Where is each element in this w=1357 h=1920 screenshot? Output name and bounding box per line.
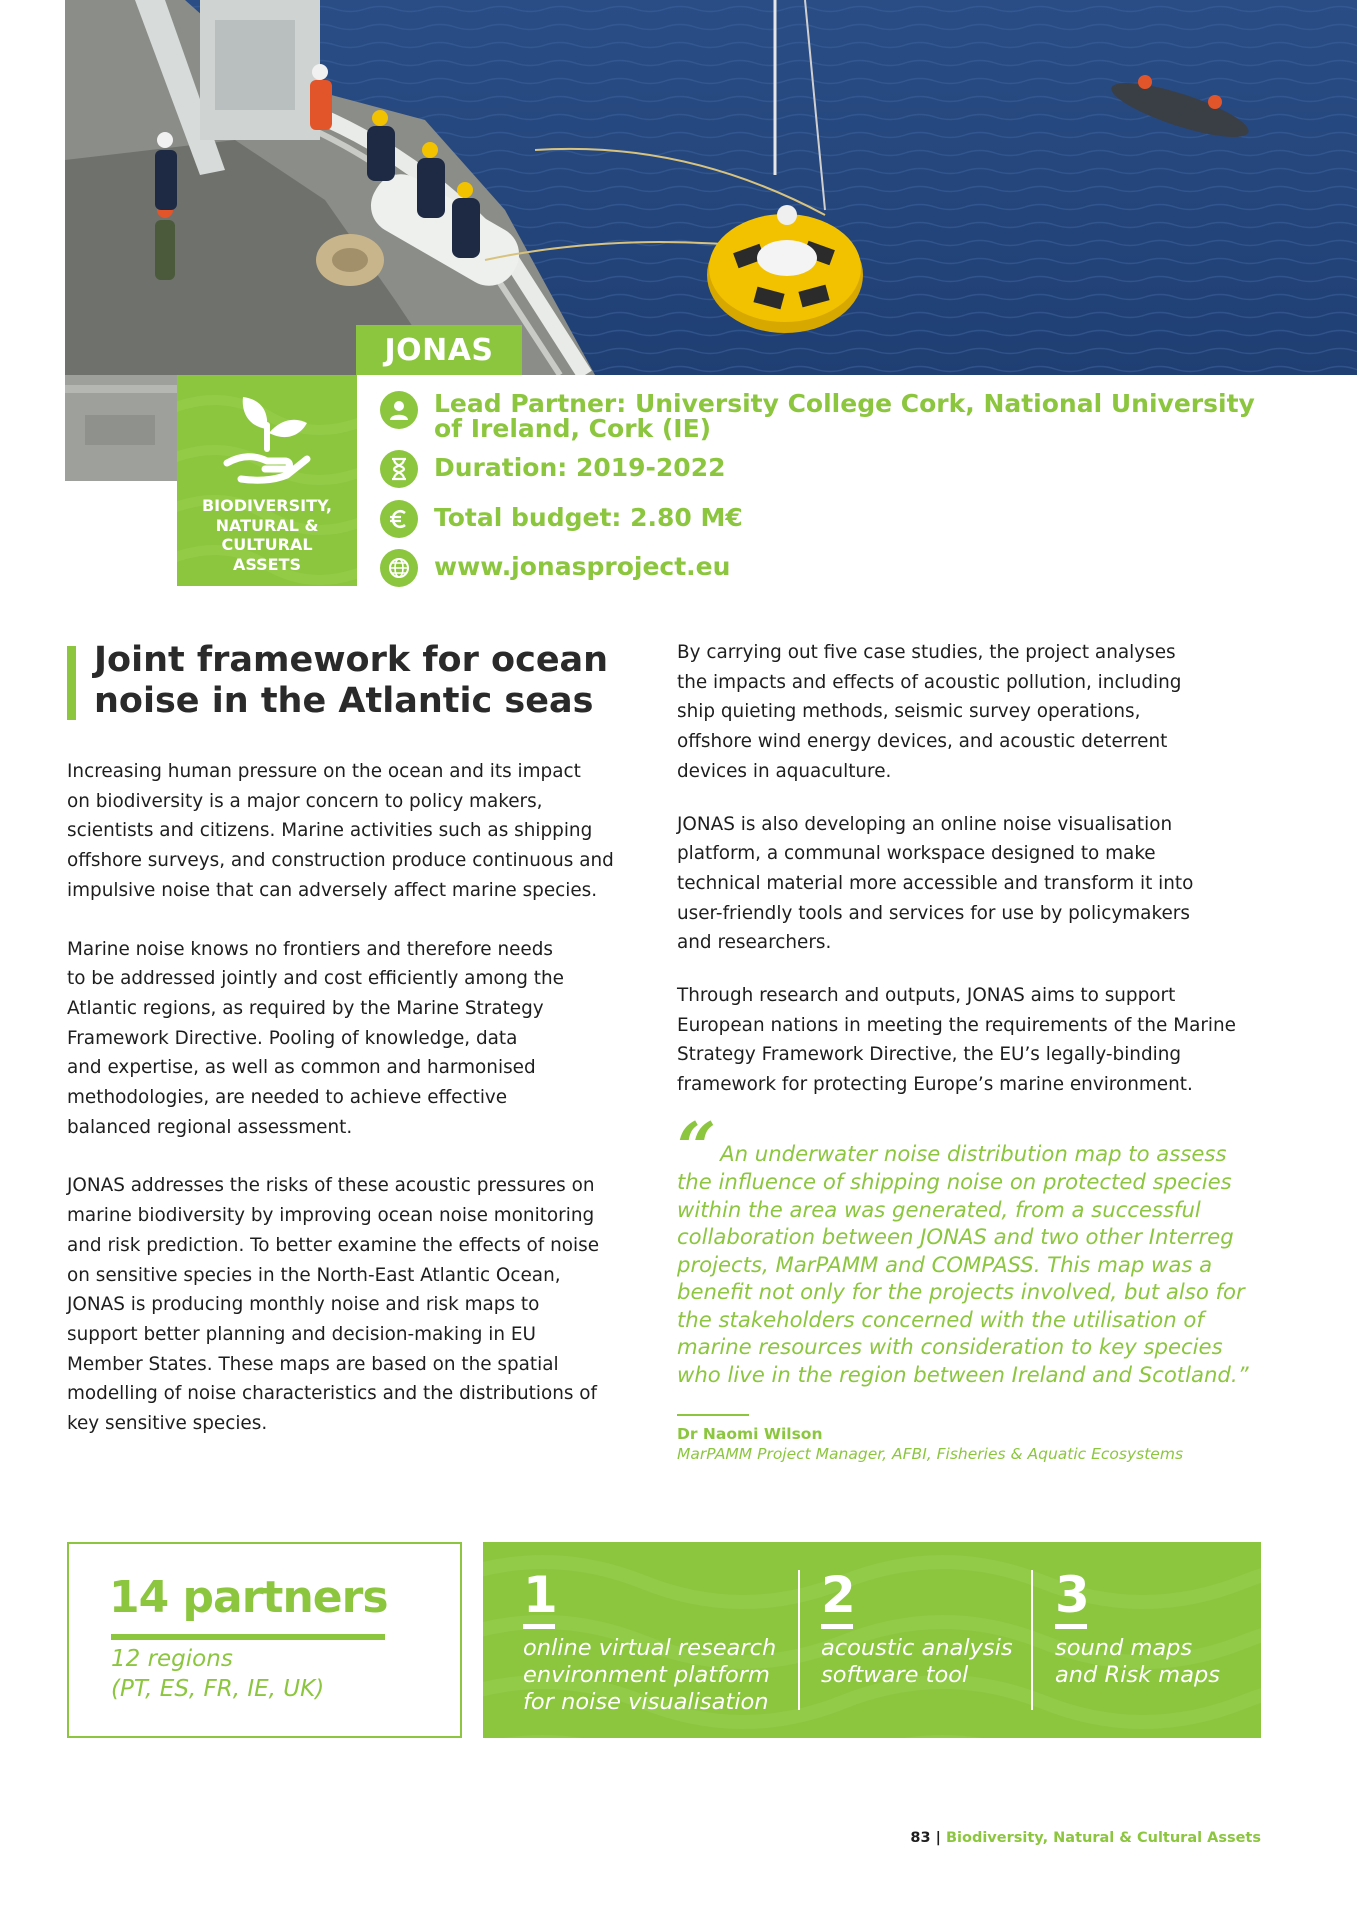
partners-underline (111, 1634, 385, 1640)
paragraph: JONAS is also developing an online noise visualisation platform, a communal workspace designed to make technical material more accessible and transform it into user-friendly tools and services for use by policymakers and researchers. (677, 813, 1194, 954)
footer-section-title: Biodiversity, Natural & Cultural Assets (945, 1830, 1261, 1846)
output-divider (798, 1570, 800, 1710)
quote-author-role: MarPAMM Project Manager, AFBI, Fisheries & Aquatic Ecosystems (677, 1445, 1184, 1463)
person-icon (380, 391, 418, 429)
output-underline (1055, 1624, 1087, 1629)
article-left-column (67, 757, 657, 1439)
paragraph: Through research and outputs, JONAS aims to support European nations in meeting the requirements of the Marine Strategy Framework Directive, the EU’s legally-binding framework for protecting Europe’s marine environment. (677, 985, 1236, 1096)
duration-row (380, 450, 725, 488)
hand-plant-icon (221, 389, 313, 489)
output-divider (1031, 1570, 1033, 1710)
output-description: acoustic analysis software tool (821, 1635, 1013, 1688)
partners-count: 14 partners (109, 1572, 388, 1623)
hourglass-icon (380, 450, 418, 488)
output-underline (821, 1624, 853, 1629)
page-footer (910, 1830, 1261, 1846)
output-number: 2 (821, 1566, 856, 1624)
quote-divider (677, 1414, 749, 1416)
article-right-column (677, 638, 1277, 1100)
globe-icon (380, 549, 418, 587)
website-row (380, 549, 730, 587)
category-label: BIODIVERSITY, NATURAL & CULTURAL ASSETS (201, 496, 333, 574)
hero-photo (65, 0, 1357, 375)
heading-accent-bar (67, 646, 76, 720)
output-number: 3 (1055, 1566, 1090, 1624)
budget-text: Total budget: 2.80 M€ (434, 503, 743, 532)
output-stat-2 (821, 1568, 1013, 1689)
project-name-tag: JONAS (356, 325, 522, 375)
article-title: Joint framework for ocean noise in the Atlantic seas (94, 640, 609, 721)
paragraph: By carrying out five case studies, the project analyses the impacts and effects of acoustic pollution, including ship quieting methods, seismic survey operations, offshore wind energy devices, and acoustic deterrent devices in aquaculture. (677, 642, 1182, 782)
quote-mark-icon: “ (677, 1108, 717, 1188)
output-stat-1 (523, 1568, 776, 1716)
outputs-stat-box (483, 1542, 1261, 1738)
partners-stat-box (67, 1542, 462, 1738)
footer-separator: | (935, 1830, 941, 1846)
output-description: sound maps and Risk maps (1055, 1635, 1220, 1688)
paragraph: Marine noise knows no frontiers and therefore needs to be addressed jointly and cost efficiently among the Atlantic regions, as required by the Marine Strategy Framework Directive. Pooling of knowledge, data and expertise, as well as common and harmonised methodologies, are needed to achieve effective balanced regional assessment. (67, 938, 564, 1138)
lead-partner-text: Lead Partner: University College Cork, National University of Ireland, Cork (IE) (434, 389, 1255, 443)
website-link[interactable]: www.jonasproject.eu (434, 552, 731, 581)
output-description: online virtual research environment platform for noise visualisation (523, 1635, 777, 1715)
paragraph: Increasing human pressure on the ocean and its impact on biodiversity is a major concern to policy makers, scientists and citizens. Marine activities such as shipping offshore surveys, and construction produce continuous and impulsive noise that can adversely affect marine species. (67, 761, 614, 901)
duration-text: Duration: 2019-2022 (434, 453, 726, 482)
category-badge (177, 375, 357, 586)
output-stat-3 (1055, 1568, 1220, 1689)
paragraph: JONAS addresses the risks of these acoustic pressures on marine biodiversity by improving ocean noise monitoring and risk prediction. To better examine the effects of noise on sensitive species in the North-East Atlantic Ocean, JONAS is producing monthly noise and risk maps to support better planning and decision-making in EU Member States. These maps are based on the spatial modelling of noise characteristics and the distributions of key sensitive species. (67, 1175, 600, 1435)
hero-photo-lower (65, 375, 177, 481)
regions-text: 12 regions (PT, ES, FR, IE, UK) (111, 1646, 325, 1702)
pull-quote: “ An underwater noise distribution map to assess the influence of shipping noise on protected species within the area was generated, from a successful collaboration between JONAS and two other Interreg projects, MarPAMM and COMPASS. This map was a benefit not only for the projects involved, but also for the stakeholders concerned with the utilisation of marine resources with consideration to key species who live in the region between Ireland and Scotland.” (677, 1108, 1249, 1387)
lead-partner-row (380, 391, 1255, 441)
budget-row (380, 500, 743, 538)
output-underline (523, 1624, 555, 1629)
euro-icon (380, 500, 418, 538)
output-number: 1 (523, 1566, 558, 1624)
page-number: 83 (910, 1830, 931, 1846)
quote-author: Dr Naomi Wilson (677, 1425, 823, 1443)
